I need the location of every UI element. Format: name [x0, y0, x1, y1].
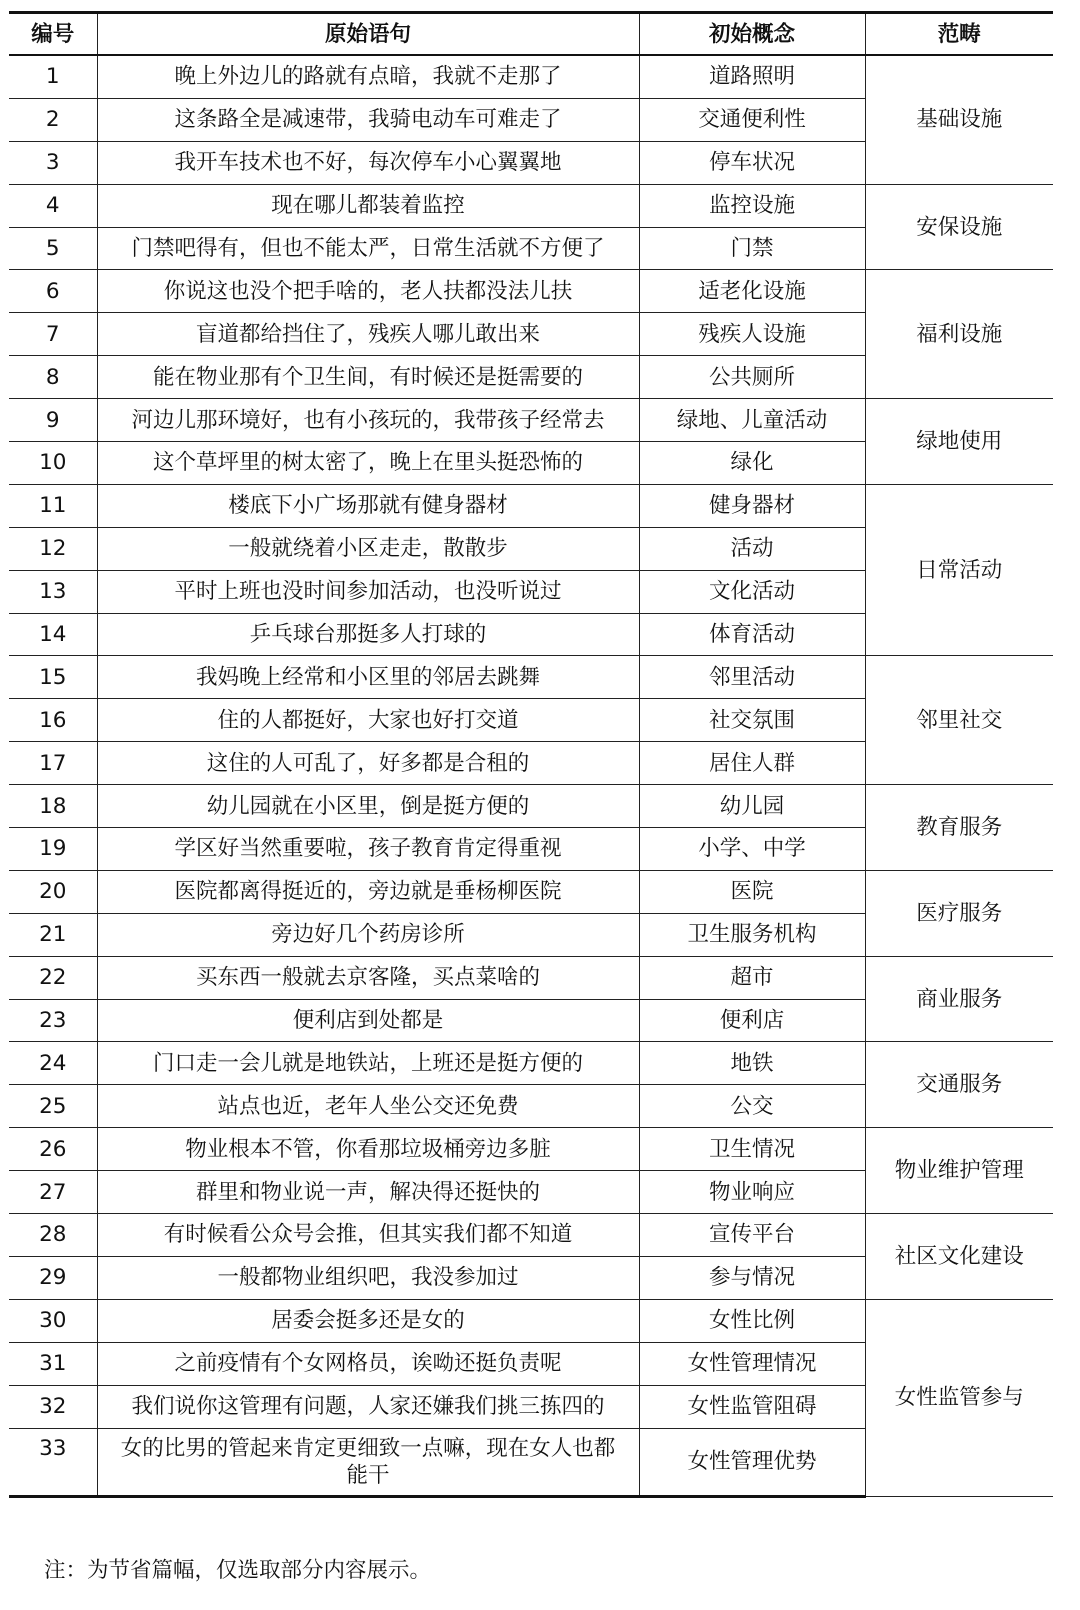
row-concept: 文化活动: [639, 570, 865, 613]
row-quote: 盲道都给挡住了，残疾人哪儿敢出来: [97, 313, 639, 356]
row-id: 30: [9, 1299, 97, 1342]
row-quote: 你说这也没个把手啥的，老人扶都没法儿扶: [97, 270, 639, 313]
header-category: 范畴: [865, 13, 1053, 56]
table-row: [9, 184, 1053, 227]
row-quote: 买东西一般就去京客隆，买点菜啥的: [97, 956, 639, 999]
row-concept: 小学、中学: [639, 828, 865, 871]
header-quote: 原始语句: [97, 13, 639, 56]
row-id: 25: [9, 1085, 97, 1128]
row-id: 3: [9, 141, 97, 184]
row-quote: 住的人都挺好，大家也好打交道: [97, 699, 639, 742]
row-concept: 公交: [639, 1085, 865, 1128]
row-concept: 体育活动: [639, 613, 865, 656]
row-id: 10: [9, 442, 97, 485]
row-concept: 道路照明: [639, 55, 865, 98]
table-row: [9, 1042, 1053, 1085]
row-concept: 女性管理优势: [639, 1428, 865, 1496]
table-note: 注：为节省篇幅，仅选取部分内容展示。: [44, 1558, 432, 1583]
row-id: 28: [9, 1214, 97, 1257]
row-id: 6: [9, 270, 97, 313]
table-row: [9, 399, 1053, 442]
row-quote: 一般就绕着小区走走，散散步: [97, 527, 639, 570]
row-quote: 女的比男的管起来肯定更细致一点嘛，现在女人也都能干: [97, 1428, 639, 1496]
row-quote: 我开车技术也不好，每次停车小心翼翼地: [97, 141, 639, 184]
row-id: 17: [9, 742, 97, 785]
row-concept: 门禁: [639, 227, 865, 270]
row-category: 教育服务: [865, 785, 1053, 871]
row-quote: 旁边好几个药房诊所: [97, 913, 639, 956]
table-body: [9, 55, 1053, 1496]
row-quote: 学区好当然重要啦，孩子教育肯定得重视: [97, 828, 639, 871]
row-quote: 这条路全是减速带，我骑电动车可难走了: [97, 98, 639, 141]
row-category: 邻里社交: [865, 656, 1053, 785]
row-concept: 女性比例: [639, 1299, 865, 1342]
table-row: [9, 270, 1053, 313]
row-category: 社区文化建设: [865, 1214, 1053, 1300]
row-concept: 活动: [639, 527, 865, 570]
table-row: [9, 1299, 1053, 1342]
row-concept: 邻里活动: [639, 656, 865, 699]
row-concept: 公共厕所: [639, 356, 865, 399]
row-concept: 残疾人设施: [639, 313, 865, 356]
row-quote: 幼儿园就在小区里，倒是挺方便的: [97, 785, 639, 828]
row-concept: 地铁: [639, 1042, 865, 1085]
row-quote: 一般都物业组织吧，我没参加过: [97, 1256, 639, 1299]
row-category: 交通服务: [865, 1042, 1053, 1128]
table-header-row: [9, 13, 1053, 56]
row-quote: 便利店到处都是: [97, 999, 639, 1042]
row-quote: 之前疫情有个女网格员，诶呦还挺负责呢: [97, 1342, 639, 1385]
row-category: 物业维护管理: [865, 1128, 1053, 1214]
row-id: 2: [9, 98, 97, 141]
row-concept: 卫生服务机构: [639, 913, 865, 956]
row-concept: 幼儿园: [639, 785, 865, 828]
row-quote: 医院都离得挺近的，旁边就是垂杨柳医院: [97, 870, 639, 913]
row-concept: 健身器材: [639, 484, 865, 527]
row-id: 9: [9, 399, 97, 442]
row-id: 22: [9, 956, 97, 999]
row-id: 11: [9, 484, 97, 527]
row-category: 商业服务: [865, 956, 1053, 1042]
table-row: [9, 55, 1053, 98]
row-id: 27: [9, 1171, 97, 1214]
row-id: 12: [9, 527, 97, 570]
table-row: [9, 656, 1053, 699]
table-row: [9, 870, 1053, 913]
row-id: 24: [9, 1042, 97, 1085]
row-id: 14: [9, 613, 97, 656]
row-concept: 绿地、儿童活动: [639, 399, 865, 442]
row-quote: 平时上班也没时间参加活动，也没听说过: [97, 570, 639, 613]
row-id: 5: [9, 227, 97, 270]
table-row: [9, 1214, 1053, 1257]
row-quote: 楼底下小广场那就有健身器材: [97, 484, 639, 527]
table-row: [9, 484, 1053, 527]
row-category: 基础设施: [865, 55, 1053, 184]
row-concept: 物业响应: [639, 1171, 865, 1214]
row-quote: 能在物业那有个卫生间，有时候还是挺需要的: [97, 356, 639, 399]
row-quote: 门禁吧得有，但也不能太严，日常生活就不方便了: [97, 227, 639, 270]
row-quote: 门口走一会儿就是地铁站，上班还是挺方便的: [97, 1042, 639, 1085]
row-concept: 交通便利性: [639, 98, 865, 141]
row-id: 1: [9, 55, 97, 98]
row-concept: 社交氛围: [639, 699, 865, 742]
row-id: 16: [9, 699, 97, 742]
row-quote: 河边儿那环境好，也有小孩玩的，我带孩子经常去: [97, 399, 639, 442]
row-category: 女性监管参与: [865, 1299, 1053, 1496]
row-category: 日常活动: [865, 484, 1053, 656]
row-quote: 有时候看公众号会推，但其实我们都不知道: [97, 1214, 639, 1257]
row-quote: 站点也近，老年人坐公交还免费: [97, 1085, 639, 1128]
coding-table: [9, 11, 1053, 1498]
row-concept: 停车状况: [639, 141, 865, 184]
row-concept: 参与情况: [639, 1256, 865, 1299]
row-id: 33: [9, 1428, 97, 1496]
row-category: 绿地使用: [865, 399, 1053, 485]
row-concept: 医院: [639, 870, 865, 913]
row-quote: 现在哪儿都装着监控: [97, 184, 639, 227]
table-row: [9, 1128, 1053, 1171]
row-category: 福利设施: [865, 270, 1053, 399]
row-concept: 居住人群: [639, 742, 865, 785]
row-id: 15: [9, 656, 97, 699]
header-concept: 初始概念: [639, 13, 865, 56]
table-row: [9, 785, 1053, 828]
row-concept: 女性监管阻碍: [639, 1385, 865, 1428]
row-concept: 绿化: [639, 442, 865, 485]
row-id: 32: [9, 1385, 97, 1428]
row-id: 7: [9, 313, 97, 356]
row-quote: 这住的人可乱了，好多都是合租的: [97, 742, 639, 785]
row-quote: 晚上外边儿的路就有点暗，我就不走那了: [97, 55, 639, 98]
row-concept: 便利店: [639, 999, 865, 1042]
row-quote: 居委会挺多还是女的: [97, 1299, 639, 1342]
row-quote: 这个草坪里的树太密了，晚上在里头挺恐怖的: [97, 442, 639, 485]
row-concept: 卫生情况: [639, 1128, 865, 1171]
row-quote: 我妈晚上经常和小区里的邻居去跳舞: [97, 656, 639, 699]
table-row: [9, 956, 1053, 999]
row-id: 20: [9, 870, 97, 913]
header-id: 编号: [9, 13, 97, 56]
row-category: 医疗服务: [865, 870, 1053, 956]
row-id: 4: [9, 184, 97, 227]
row-quote: 群里和物业说一声，解决得还挺快的: [97, 1171, 639, 1214]
row-id: 29: [9, 1256, 97, 1299]
row-id: 23: [9, 999, 97, 1042]
row-concept: 女性管理情况: [639, 1342, 865, 1385]
row-id: 18: [9, 785, 97, 828]
row-id: 31: [9, 1342, 97, 1385]
row-concept: 适老化设施: [639, 270, 865, 313]
row-concept: 超市: [639, 956, 865, 999]
row-concept: 宣传平台: [639, 1214, 865, 1257]
row-id: 8: [9, 356, 97, 399]
row-id: 19: [9, 828, 97, 871]
row-concept: 监控设施: [639, 184, 865, 227]
row-quote: 乒乓球台那挺多人打球的: [97, 613, 639, 656]
row-category: 安保设施: [865, 184, 1053, 270]
row-id: 26: [9, 1128, 97, 1171]
row-quote: 我们说你这管理有问题，人家还嫌我们挑三拣四的: [97, 1385, 639, 1428]
row-quote: 物业根本不管，你看那垃圾桶旁边多脏: [97, 1128, 639, 1171]
row-id: 13: [9, 570, 97, 613]
row-id: 21: [9, 913, 97, 956]
